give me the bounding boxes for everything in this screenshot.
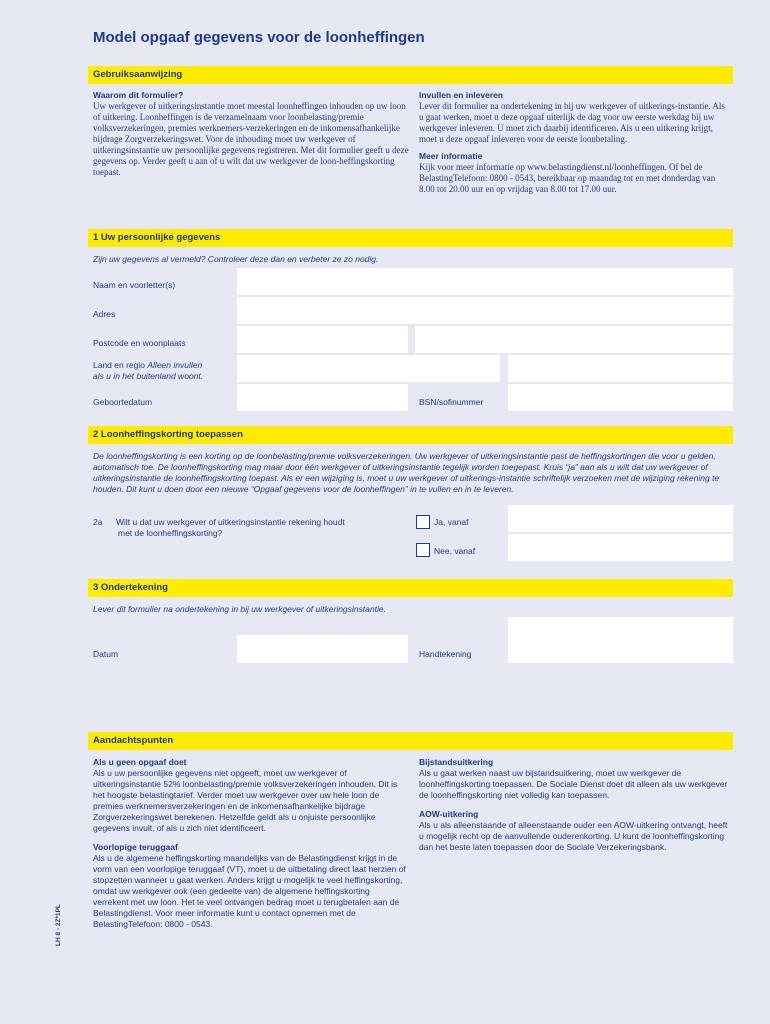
postcode-field[interactable] xyxy=(237,326,408,353)
naam-field[interactable] xyxy=(237,268,733,295)
section2-intro: De loonheffingskorting is een korting op de loonbelasting/premie volksverzekeringen. Uw werkgever of uitkeringsinstantie past de heffingskortingen die voor u gelden, automatisch toe. De loonheffingskorting mag maar door één werkgever of uitkeringsinstantie tegelijk worden toegepast. Kruis “ja” aan als u wilt dat uw werkgever of uitkeringsinstantie de loonheffingskorting toepast. Als er een wijziging is, moet u uw werkgever of uitkerings-instantie schriftelijk verzoeken met de wijziging rekening te houden. Dit kunt u doen door een nieuwe “Opgaaf gegevens voor de loonheffingen” in te vullen en in te leveren. xyxy=(93,451,720,494)
paragraph-aow-uitkering: Als u als alleenstaande of alleenstaande ouder een AOW-uitkering ontvangt, heeft u mogelijk recht op de aanvullende ouderenkorting. U kunt de loonheffingskorting dan het beste laten toepassen door de Sociale Verzekeringsbank. xyxy=(419,820,728,852)
paragraph-meer-informatie: Kijk voor meer informatie op www.belastingdienst.nl/loonheffingen. Of bel de BelastingTelefoon: 0800 - 0543, bereikbaar op maandag tot en met donderdag van 8.00 tot 20.00 uur en op vrijdag van 8.00 tot 17.00 uur. xyxy=(419,162,716,194)
section-header: 1 Uw persoonlijke gegevens xyxy=(93,232,221,243)
subheading-waarom: Waarom dit formulier? xyxy=(93,90,184,100)
nee-checkbox[interactable] xyxy=(416,543,430,557)
page-title: Model opgaaf gegevens voor de loonheffingen xyxy=(93,29,425,46)
handtekening-field[interactable] xyxy=(508,617,733,663)
instructions-left-column xyxy=(93,90,411,184)
form-code: LH 8 - 2Z*1PL xyxy=(55,904,62,946)
adres-field[interactable] xyxy=(237,297,733,324)
subheading-geen-opgaaf: Als u geen opgaaf doet xyxy=(93,757,187,767)
ja-checkbox[interactable] xyxy=(416,515,430,529)
subheading-aow-uitkering: AOW-uitkering xyxy=(419,809,479,819)
ja-date-field[interactable] xyxy=(508,505,733,532)
section3-intro: Lever dit formulier na ondertekening in bij uw werkgever of uitkeringsinstantie. xyxy=(93,604,386,614)
aandachtspunten-left-column xyxy=(93,757,407,936)
bsn-field[interactable] xyxy=(508,384,733,411)
datum-label: Datum xyxy=(93,649,119,659)
section-header: Gebruiksaanwijzing xyxy=(93,69,183,80)
land-label xyxy=(93,360,203,382)
aandachtspunten-right-column xyxy=(419,757,731,859)
postcode-label: Postcode en woonplaats xyxy=(93,338,186,348)
instructions-right-column xyxy=(419,90,731,201)
land-label-text: Land en regio xyxy=(93,360,145,370)
geboortedatum-field[interactable] xyxy=(237,384,408,411)
section1-intro: Zijn uw gegevens al vermeld? Controleer deze dan en verbeter ze zo nodig. xyxy=(93,254,379,264)
bsn-label: BSN/sofinummer xyxy=(419,397,484,407)
ja-label: Ja, vanaf xyxy=(434,517,469,527)
regio-field[interactable] xyxy=(508,355,733,382)
paragraph-geen-opgaaf: Als u uw persoonlijke gegevens niet opgeeft, moet uw werkgever of uitkeringsinstantie 52% loonbelasting/premie volksverzekeringen inhouden. Dit is het hoogste belastingtarief. Verder moet uw werkgever over uw hele loon de premies werknemersverzekeringen en de inkomensafhankelijke bijdrage Zorgverzekeringswet berekenen. Hetzelfde geldt als u onjuiste persoonlijke gegevens invult, of als u zich niet identificeert. xyxy=(93,768,398,833)
question-text xyxy=(116,517,345,539)
paragraph-voorlopige-teruggaaf: Als u de algemene heffingskorting maandelijks van de Belastingdienst krijgt in de vorm van een voorlopige teruggaaf (VT), moet u de uitbetaling direct laat herzien of stopzetten wanneer u gaat werken. Anders krijgt u mogelijk te veel heffingskorting, omdat uw werkgever ook (een gedeelte van) de algemene heffingskorting verrekent met uw loon. Het te veel ontvangen bedrag moet u terugbetalen aan de Belastingdienst. Voor meer informatie kunt u contact opnemen met de BelastingTelefoon: 0800 - 0543. xyxy=(93,853,406,929)
section-bar-persoonlijke-gegevens xyxy=(88,229,733,247)
section-header: Aandachtspunten xyxy=(93,735,174,746)
handtekening-label: Handtekening xyxy=(419,649,472,659)
section-header: 2 Loonheffingskorting toepassen xyxy=(93,429,243,440)
question-number: 2a xyxy=(93,517,103,527)
land-note: Alleen invullen xyxy=(147,360,203,370)
subheading-meer-informatie: Meer informatie xyxy=(419,151,483,161)
subheading-bijstandsuitkering: Bijstandsuitkering xyxy=(419,757,494,767)
nee-date-field[interactable] xyxy=(508,534,733,561)
section-bar-loonheffingskorting xyxy=(88,426,733,444)
subheading-invullen: Invullen en inleveren xyxy=(419,90,504,100)
section-bar-aandachtspunten xyxy=(88,732,733,750)
question-text-line-2: met de loonheffingskorting? xyxy=(118,528,223,538)
woonplaats-field[interactable] xyxy=(415,326,733,353)
question-text-line-1: Wilt u dat uw werkgever of uitkeringsinstantie rekening houdt xyxy=(116,517,345,527)
subheading-voorlopige-teruggaaf: Voorlopige teruggaaf xyxy=(93,842,178,852)
nee-label: Nee, vanaf xyxy=(434,546,476,556)
section-bar-gebruiksaanwijzing xyxy=(88,66,733,84)
land-field[interactable] xyxy=(237,355,500,382)
section-header: 3 Ondertekening xyxy=(93,582,168,593)
datum-field[interactable] xyxy=(237,635,408,663)
paragraph-waarom: Uw werkgever of uitkeringsinstantie moet meestal loonheffingen inhouden op uw loon of uitkering. Loonheffingen is de verzamelnaam voor loonbelasting/premie volksverzekeringen, premies werknemers-verzekeringen en de inkomensafhankelijke bijdrage Zorgverzekeringswet. Voor de inhouding moet uw werkgever of uitkeringsinstantie uw persoonlijke gegevens registreren. Met dit formulier geeft u deze gegevens op. Verder geeft u aan of u wilt dat uw werkgever de loon-heffingskorting toepast. xyxy=(93,101,409,177)
paragraph-invullen: Lever dit formulier na ondertekening in bij uw werkgever of uitkerings-instantie. Als u gaat werken, moet u deze opgaaf uiterlijk de dag voor uw eerste werkdag bij uw werkgever inleveren. U moet zich daarbij identificeren. Als u een uitkering krijgt, moet u deze opgaaf inleveren voor de eerste loonbetaling. xyxy=(419,101,725,144)
adres-label: Adres xyxy=(93,309,116,319)
geboortedatum-label: Geboortedatum xyxy=(93,397,153,407)
naam-label: Naam en voorletter(s) xyxy=(93,280,176,290)
land-note-2: als u in het buitenland woont. xyxy=(93,371,204,381)
paragraph-bijstandsuitkering: Als u gaat werken naast uw bijstandsuitkering, moet uw werkgever de loonheffingskorting toepassen. De Sociale Dienst doet dit alleen als uw werkgever de loonheffingskorting niet volledig kan toepassen. xyxy=(419,768,728,800)
section-bar-ondertekening xyxy=(88,579,733,597)
